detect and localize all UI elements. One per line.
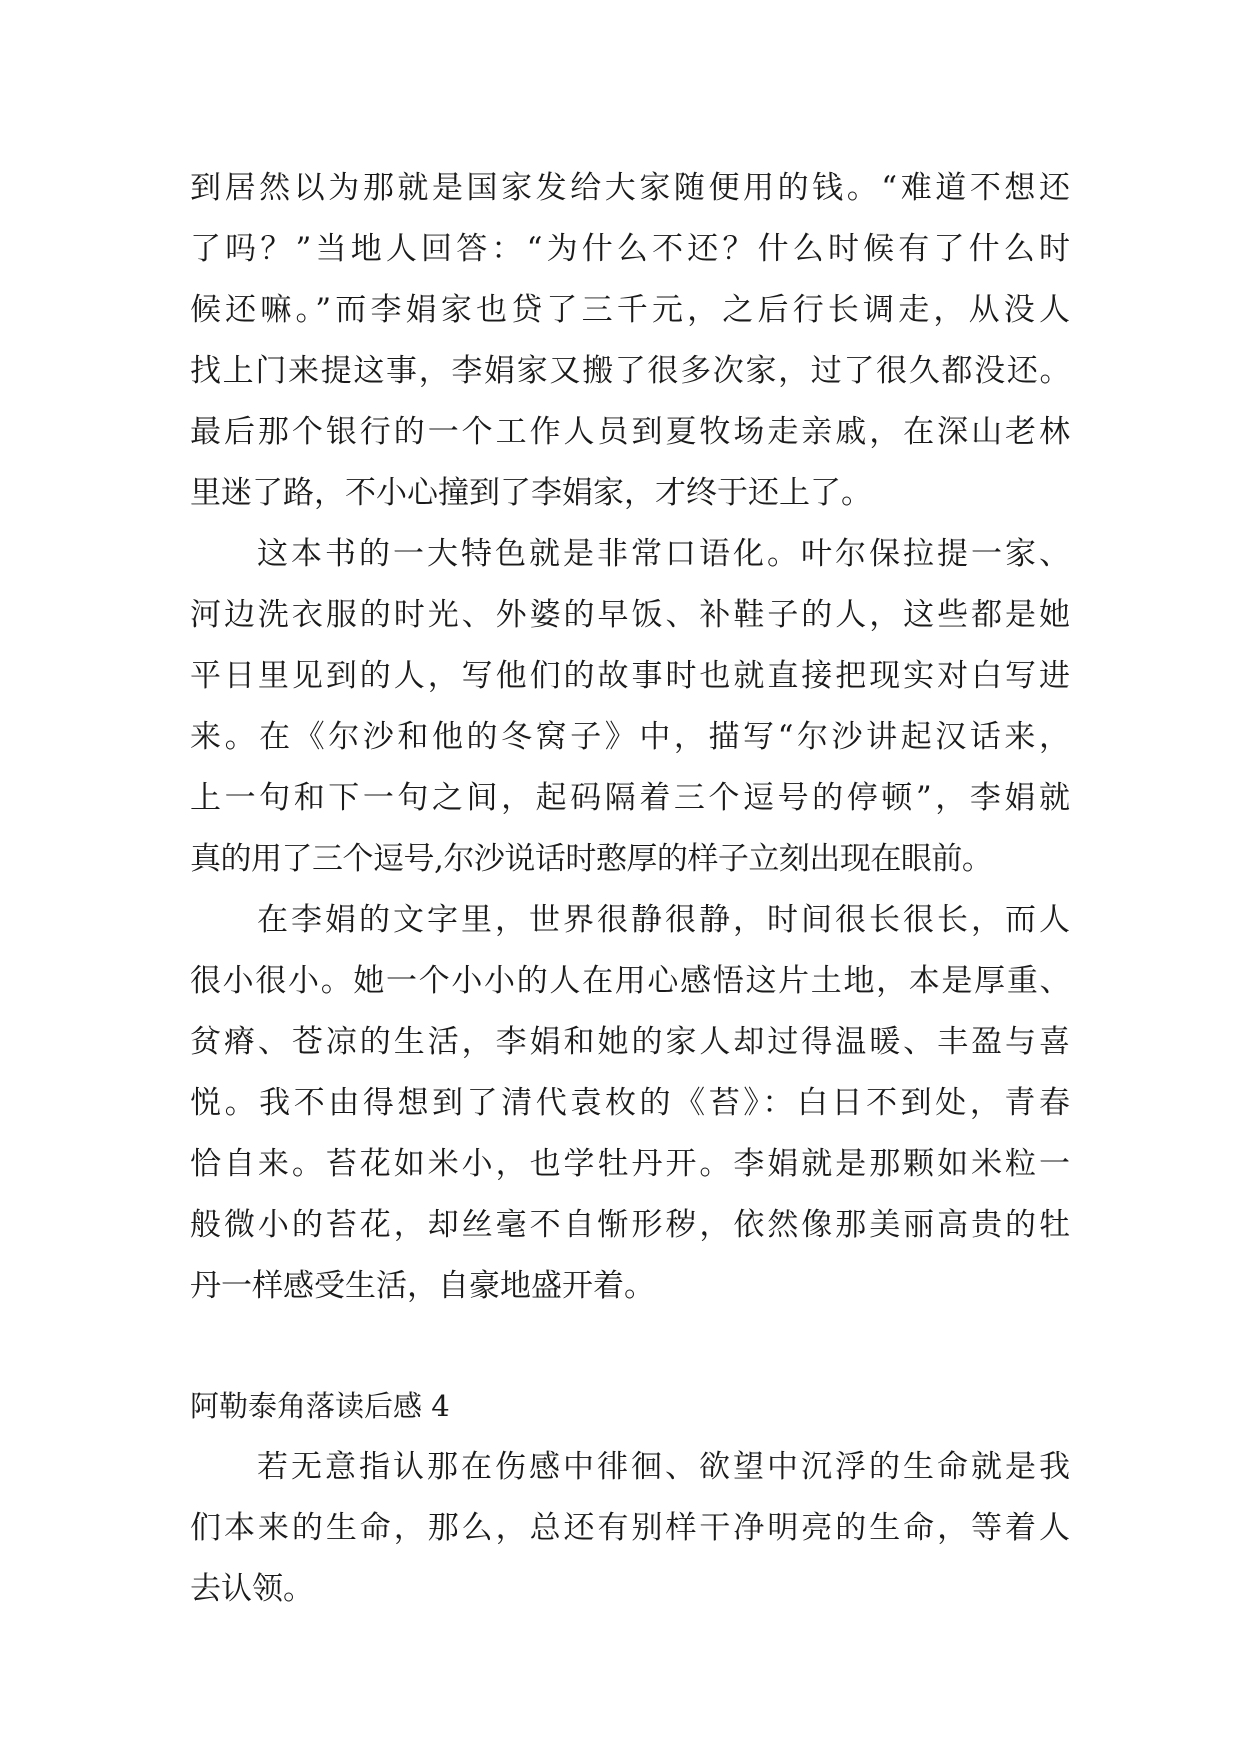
text-line: 般微小的苔花，却丝毫不自惭形秽，依然像那美丽高贵的牡 <box>190 1207 1070 1243</box>
text-line: 去认领。 <box>190 1571 314 1607</box>
text-line: 们本来的生命，那么，总还有别样干净明亮的生命，等着人 <box>190 1510 1070 1546</box>
text-line: 平日里见到的人，写他们的故事时也就直接把现实对白写进 <box>190 658 1070 694</box>
text-line: 丹一样感受生活，自豪地盛开着。 <box>190 1268 655 1304</box>
text-line: 若无意指认那在伤感中徘徊、欲望中沉浮的生命就是我 <box>257 1449 1070 1485</box>
text-line: 来。在《尔沙和他的冬窝子》中，描写“尔沙讲起汉话来， <box>190 719 1070 755</box>
paragraph-2 <box>190 524 1070 890</box>
text-line: 候还嘛。”而李娟家也贷了三千元，之后行长调走，从没人 <box>190 292 1070 328</box>
text-line: 到居然以为那就是国家发给大家随便用的钱。“难道不想还 <box>190 170 1070 206</box>
text-line: 了吗？”当地人回答：“为什么不还？什么时候有了什么时 <box>190 231 1070 267</box>
text-line: 找上门来提这事，李娟家又搬了很多次家，过了很久都没还。 <box>190 353 1070 389</box>
text-line: 上一句和下一句之间，起码隔着三个逗号的停顿”，李娟就 <box>190 780 1070 816</box>
text-line: 最后那个银行的一个工作人员到夏牧场走亲戚，在深山老林 <box>190 414 1070 450</box>
text-line: 里迷了路，不小心撞到了李娟家，才终于还上了。 <box>190 475 872 511</box>
body-text <box>190 158 1070 1620</box>
text-line: 很小很小。她一个小小的人在用心感悟这片土地，本是厚重、 <box>190 963 1070 999</box>
text-line: 这本书的一大特色就是非常口语化。叶尔保拉提一家、 <box>257 536 1070 572</box>
text-line: 恰自来。苔花如米小，也学牡丹开。李娟就是那颗如米粒一 <box>190 1146 1070 1182</box>
text-line: 贫瘠、苍凉的生活，李娟和她的家人却过得温暖、丰盈与喜 <box>190 1024 1070 1060</box>
section-gap <box>190 1317 1070 1376</box>
text-line: 河边洗衣服的时光、外婆的早饭、补鞋子的人，这些都是她 <box>190 597 1070 633</box>
section-heading: 阿勒泰角落读后感 4 <box>190 1389 450 1423</box>
text-line: 真的用了三个逗号,尔沙说话时憨厚的样子立刻出现在眼前。 <box>190 841 993 877</box>
text-line: 悦。我不由得想到了清代袁枚的《苔》：白日不到处，青春 <box>190 1085 1070 1121</box>
paragraph-1 <box>190 158 1070 524</box>
text-line: 在李娟的文字里，世界很静很静，时间很长很长，而人 <box>257 902 1070 938</box>
paragraph-3 <box>190 890 1070 1317</box>
paragraph-4 <box>190 1437 1070 1620</box>
